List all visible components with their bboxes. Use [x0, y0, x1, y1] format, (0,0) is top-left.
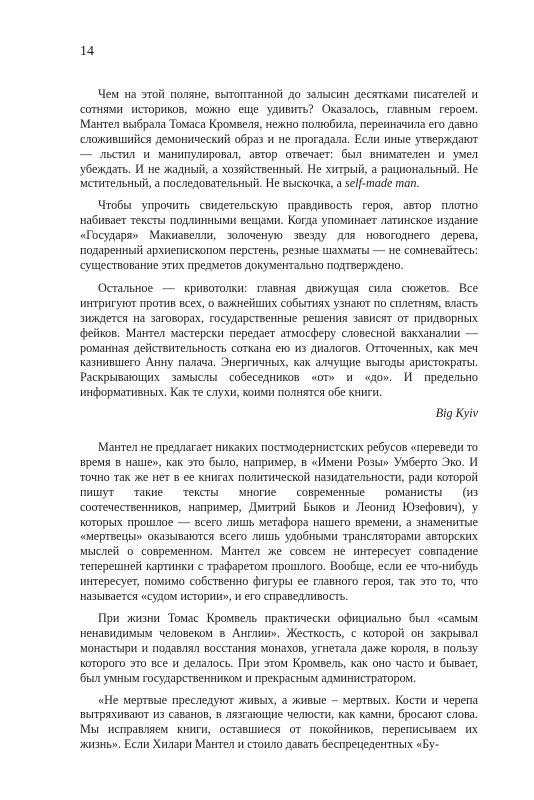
- paragraph-text: Чем на этой поляне, вытоптанной до залысин десятками писателей и сотнями историков, можно еще удивить? Оказалось, главным героем. Мантел выбрала Томаса Кромвеля, нежно полюбила, переиначила его давно сложившийся демонический образ и не прогадала. Если иные утверждают — льстил и манипулировал, автор отвечает: был внимателен и умел убеждать. И не жадный, а хозяйственный. Не хитрый, а рациональный. Не мстительный, а последовательный. Не выскочка, а: [80, 87, 478, 191]
- paragraph-4: Мантел не предлагает никаких постмодернистских ребусов «переведи то время в наше», как это было, например, в «Имени Розы» Умберто Эко. И точно так же нет в ее книгах политической назидательности, ради которой пишут такие тексты многие современные романисты (из соотечественников, например, Дмитрий Быков и Леонид Юзефович), у которых прошлое — всего лишь метафора нашего времени, а знаменитые «мертвецы» оказываются всего лишь удобными трансляторами авторских мыслей о современном. Мантел же совсем не интересует совпадение теперешней картинки с трафаретом прошлого. Вообще, если ее что-нибудь интересует, помимо собственно фигуры ее главного героя, так это то, что называется «судом истории», и его справедливость.: [80, 440, 478, 604]
- article-signature: Big Kyiv: [435, 406, 478, 421]
- paragraph-2: Чтобы упрочить свидетельскую правдивость героя, автор плотно набивает тексты подлинными вещами. Когда упоминает латинское издание «Государя» Макиавелли, золоченую звезду для новогоднего дерева, подаренный архиепископом перстень, резные шахматы — не сомневайтесь: существование этих предметов документально подтверждено.: [80, 198, 478, 272]
- page-number: 14: [80, 44, 94, 59]
- paragraph-tail: .: [416, 176, 420, 191]
- paragraph-6: «Не мертвые преследуют живых, а живые – мертвых. Кости и черепа вытряхивают из саванов, в лязгающие челюсти, как камни, бросают слова. Мы исправляем книги, оставшиеся от покойников, переписываем их жизнь». Если Хилари Мантел и стоило давать беспрецедентных «Бу-: [80, 692, 478, 752]
- paragraph-5: При жизни Томас Кромвель практически официально был «самым ненавидимым человеком в Англии». Жесткость, с которой он закрывал монастыри и подавлял восстания монахов, угнетала даже короля, в пользу которого это все и делалось. При этом Кромвель, как оно часто и бывает, был умным государственником и прекрасным администратором.: [80, 611, 478, 685]
- emphasis-text: self-made man: [345, 176, 417, 191]
- paragraph-1: [80, 87, 478, 191]
- paragraph-3: Остальное — кривотолки: главная движущая сила сюжетов. Все интригуют против всех, о важнейших событиях узнают по сплетням, власть зиждется на заговорах, государственные решения зависят от придворных фейков. Мантел мастерски передает атмосферу словесной вакханалии — романная действительность соткана ею из диалогов. Отточенных, как меч казнившего Анну палача. Энергичных, как алчущие выгоды аристократы. Раскрывающих замыслы собеседников «от» и «до». И предельно информативных. Как те слухи, коими полнятся обе книги.: [80, 280, 478, 400]
